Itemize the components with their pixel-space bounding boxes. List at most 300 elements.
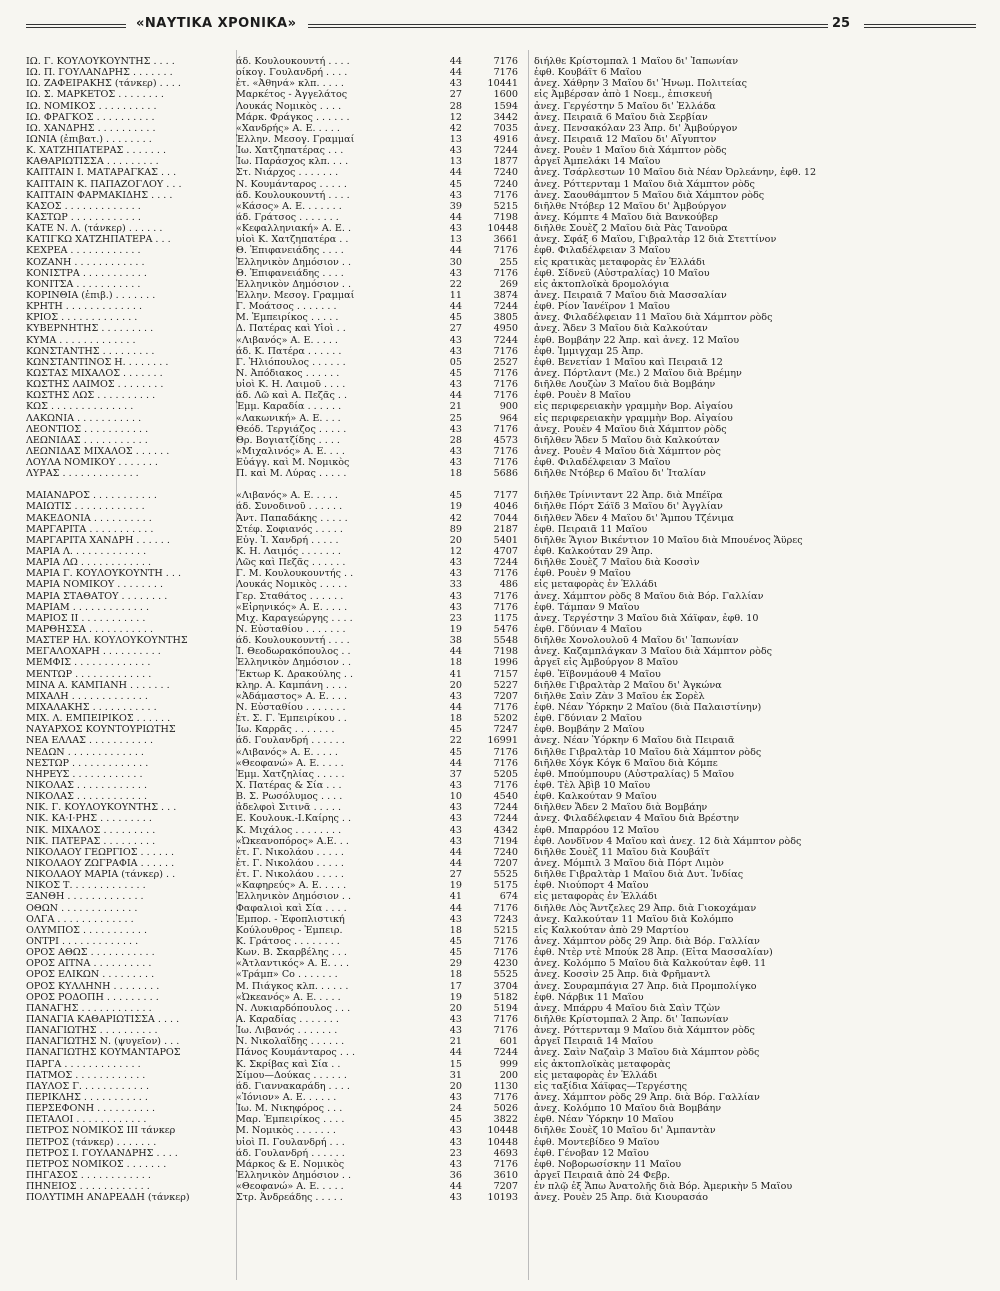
- owner-agent: υἱοὶ Κ. Η. Λαιμοῦ . . . .: [236, 379, 346, 391]
- owner-agent: Γ. Μ. Κουλουκουντής . .: [236, 568, 354, 580]
- table-row: [26, 1148, 974, 1159]
- table-row: [26, 1159, 974, 1170]
- ship-name: ΞΑΝΘΗ . . . . . . . . . . . . .: [26, 891, 144, 903]
- tonnage: 4707: [493, 546, 518, 558]
- table-row: [26, 758, 974, 769]
- table-row: [26, 1025, 974, 1036]
- voyage-status: ἀργεῖ Ἀμπελάκι 14 Μαΐου: [534, 156, 661, 168]
- table-row: [26, 724, 974, 735]
- owner-agent: Κ. Γράτσος . . . . . . . .: [236, 935, 340, 947]
- owner-agent: Μαρ. Ἐμπειρίκος . . . .: [236, 1114, 345, 1126]
- voyage-status: ἐφθ. Ρουὲν 8 Μαΐου: [534, 390, 631, 402]
- registry-code: 11: [449, 289, 462, 301]
- registry-code: 43: [449, 379, 462, 391]
- owner-agent: «Ἰόνιον» Α. Ε. . . . . .: [236, 1091, 337, 1103]
- owner-agent: Ἐμμ. Χατζηλίας . . . . .: [236, 768, 345, 780]
- owner-agent: Ν. Εὐσταθίου . . . . . . .: [236, 624, 346, 636]
- registry-code: 44: [449, 646, 462, 658]
- owner-agent: Ἀντ. Παπαδάκης . . . . .: [236, 512, 348, 524]
- ship-name: ΜΑΡΘΗΣΣΑ . . . . . . . . . . .: [26, 624, 154, 636]
- header-rule-right: [864, 24, 976, 28]
- owner-agent: Ἑλληνικὸν Δημόσιον . .: [236, 278, 352, 290]
- registry-code: 44: [449, 211, 462, 223]
- voyage-status: ἀνεχ. Κοσσὶν 25 Ἀπρ. διὰ Φρῆμαντλ: [534, 969, 711, 981]
- tonnage: 16991: [487, 735, 518, 747]
- tonnage: 10441: [487, 78, 518, 90]
- registry-code: 43: [449, 601, 462, 613]
- ship-name: ΙΩ. ΖΑΦΕΙΡΑΚΗΣ (τάνκερ) . . . .: [26, 78, 181, 90]
- registry-code: 13: [449, 234, 462, 246]
- table-row: [26, 145, 974, 156]
- owner-agent: Ν. Ἀπόδιακος . . . . . .: [236, 367, 340, 379]
- registry-code: 33: [449, 579, 462, 591]
- owner-agent: Α. Καραδίας . . . . . . .: [236, 1013, 339, 1025]
- ship-name: ΚΡΙΟΣ . . . . . . . . . . . . .: [26, 312, 138, 324]
- tonnage: 1130: [493, 1080, 518, 1092]
- voyage-status: ἀνεχ. Κολόμπο 5 Μαΐου διὰ Καλκούταν ἐφθ. 11: [534, 958, 767, 970]
- voyage-status: ἐφθ. Ρουὲν 9 Μαΐου: [534, 568, 631, 580]
- header-rule-left: [26, 24, 126, 28]
- ship-name: ΚΑΤΕ Ν. Λ. (τάνκερ) . . . . . .: [26, 223, 163, 235]
- voyage-status: διῆλθε Ντόβερ 12 Μαΐου δι' Ἀμβούργον: [534, 200, 727, 212]
- registry-code: 28: [449, 434, 462, 446]
- registry-code: 44: [449, 857, 462, 869]
- tonnage: 2527: [493, 356, 518, 368]
- ship-name: ΜΙΧ. Λ. ΕΜΠΕΙΡΙΚΟΣ . . . . . .: [26, 713, 171, 725]
- ship-name: ΝΙΚΟΣ Τ. . . . . . . . . . . . .: [26, 880, 146, 892]
- voyage-status: διῆλθε Χονολουλοῦ 4 Μαΐου δι' Ἰαπωνίαν: [534, 635, 739, 647]
- owner-agent: Γ. Μοάτσος . . . . . . .: [236, 301, 337, 313]
- owner-agent: Μαρκέτος - Ἀγγελάτος: [236, 89, 348, 101]
- ship-name: ΚΡΗΤΗ . . . . . . . . . . . . .: [26, 301, 143, 313]
- registry-code: 43: [449, 1192, 462, 1204]
- table-row: [26, 635, 974, 646]
- registry-code: 43: [449, 824, 462, 836]
- registry-code: 12: [449, 546, 462, 558]
- voyage-status: ἀνεχ. Κολόμπο 10 Μαΐου διὰ Βομβάην: [534, 1103, 722, 1115]
- tonnage: 5525: [493, 969, 518, 981]
- ship-name: ΠΕΡΙΚΛΗΣ . . . . . . . . . . .: [26, 1091, 148, 1103]
- owner-agent: Ἐμπορ. - Ἐφοπλιστική: [236, 913, 345, 925]
- registry-code: 43: [449, 267, 462, 279]
- registry-code: 43: [449, 223, 462, 235]
- tonnage: 7240: [493, 846, 518, 858]
- tonnage: 5401: [493, 534, 518, 546]
- tonnage: 2187: [493, 523, 518, 535]
- voyage-status: ἀνεχ. Πενσακόλαν 23 Ἀπρ. δι' Ἀμβούργον: [534, 122, 738, 134]
- tonnage: 900: [499, 401, 518, 413]
- voyage-status: διῆλθε Σαὶν Ζὰν 3 Μαΐου ἐκ Σορὲλ: [534, 690, 705, 702]
- tonnage: 5686: [493, 468, 518, 480]
- table-row: [26, 1125, 974, 1136]
- table-row: [26, 780, 974, 791]
- owner-agent: ἐτ. Γ. Νικολάου . . . . .: [236, 869, 344, 881]
- voyage-status: ἐφθ. Πειραιᾶ 11 Μαΐου: [534, 523, 648, 535]
- ship-name: ΟΡΟΣ ΚΥΛΛΗΝΗ . . . . . . . .: [26, 980, 160, 992]
- registry-code: 45: [449, 1114, 462, 1126]
- owner-agent: Κούλουθρος - Ἐμπειρ.: [236, 924, 343, 936]
- tonnage: 7176: [493, 245, 518, 257]
- table-row: [26, 602, 974, 613]
- owner-agent: άδ. Γιαννακαράδη . . . .: [236, 1080, 350, 1092]
- tonnage: 5175: [493, 880, 518, 892]
- tonnage: 3661: [493, 234, 518, 246]
- table-row: [26, 257, 974, 268]
- tonnage: 7176: [493, 746, 518, 758]
- owner-agent: Μ. Νομικὸς . . . . . . .: [236, 1125, 336, 1137]
- ship-name: ΜΑΡΙΑ Λ. . . . . . . . . . . . .: [26, 546, 147, 558]
- table-row: [26, 1092, 974, 1103]
- table-row: [26, 947, 974, 958]
- ship-name: ΙΩ. ΝΟΜΙΚΟΣ . . . . . . . . . .: [26, 100, 157, 112]
- registry-code: 30: [449, 256, 462, 268]
- voyage-status: ἀνεχ. Πόρτλαντ (Με.) 2 Μαΐου διὰ Βρέμην: [534, 367, 742, 379]
- voyage-status: ἀνεχ. Ρουὲν 1 Μαΐου διὰ Χάμπτον ρὸδς: [534, 145, 727, 157]
- table-row: [26, 223, 974, 234]
- registry-code: 42: [449, 512, 462, 524]
- tonnage: 1996: [493, 657, 518, 669]
- registry-code: 43: [449, 813, 462, 825]
- owner-agent: Ἕκτωρ Κ. Δρακούλης . .: [236, 668, 354, 680]
- table-row: [26, 268, 974, 279]
- voyage-status: ἐφθ. Καλκούταν 29 Ἀπρ.: [534, 546, 653, 558]
- registry-code: 44: [449, 301, 462, 313]
- owner-agent: Θ. Ἐπιφανειάδης . . . .: [236, 245, 344, 257]
- table-row: [26, 791, 974, 802]
- owner-agent: ἐτ. Γ. Νικολάου . . . . .: [236, 846, 344, 858]
- table-row: [26, 1192, 974, 1203]
- table-row: [26, 290, 974, 301]
- registry-code: 18: [449, 468, 462, 480]
- tonnage: 3874: [493, 289, 518, 301]
- table-row: [26, 167, 974, 178]
- tonnage: 4693: [493, 1147, 518, 1159]
- ship-name: Κ. ΧΑΤΖΗΠΑΤΕΡΑΣ . . . . . . .: [26, 145, 167, 157]
- tonnage: 7198: [493, 211, 518, 223]
- ship-name: ΛΕΩΝΙΔΑΣ ΜΙΧΑΛΟΣ . . . . . .: [26, 445, 170, 457]
- ship-name: ΝΙΚΟΛΑΟΥ ΖΩΓΡΑΦΙΑ . . . . . .: [26, 857, 175, 869]
- table-row: [26, 468, 974, 479]
- table-row: [26, 613, 974, 624]
- voyage-status: εἰς ἀκτοπλοϊκὰ δρομολόγια: [534, 278, 670, 290]
- tonnage: 3805: [493, 312, 518, 324]
- voyage-status: ἀνεχ. Ρουὲν 25 Ἀπρ. διὰ Κιουρασάο: [534, 1192, 709, 1204]
- tonnage: 7176: [493, 67, 518, 79]
- ship-name: ΠΑΥΛΟΣ Γ. . . . . . . . . . . .: [26, 1080, 150, 1092]
- owner-agent: άδ. Λῶ καὶ Α. Πεζᾶς . .: [236, 390, 348, 402]
- owner-agent: Γερ. Σταθάτος . . . . . .: [236, 590, 344, 602]
- owner-agent: άδ. Γράτσος . . . . . . .: [236, 211, 339, 223]
- tonnage: 10448: [487, 223, 518, 235]
- owner-agent: «Λιβανός» Α. Ε. . . . .: [236, 490, 338, 502]
- tonnage: 1877: [493, 156, 518, 168]
- ship-name: ΚΩΝΣΤΑΝΤΗΣ . . . . . . . . .: [26, 345, 155, 357]
- table-row: [26, 401, 974, 412]
- owner-agent: «Τράμπ» Co . . . . . . .: [236, 969, 338, 981]
- tonnage: 5026: [493, 1103, 518, 1115]
- ship-name: ΜΙΧΑΛΑΚΗΣ . . . . . . . . . . .: [26, 702, 157, 714]
- tonnage: 7176: [493, 1091, 518, 1103]
- ship-name: ΚΑΣΟΣ . . . . . . . . . . . . .: [26, 200, 141, 212]
- owner-agent: Ἰω. Λιβανός . . . . . . .: [236, 1025, 338, 1037]
- registry-code: 41: [449, 668, 462, 680]
- tonnage: 7176: [493, 1158, 518, 1170]
- voyage-status: ἀνεχ. Ἄδεν 3 Μαΐου διὰ Καλκούταν: [534, 323, 708, 335]
- ship-name: ΚΩΣΤΗΣ ΛΑΙΜΟΣ . . . . . . . .: [26, 379, 164, 391]
- owner-agent: Ἑλλην. Μεσογ. Γραμμαί: [236, 133, 355, 145]
- table-row: [26, 858, 974, 869]
- table-row: [26, 201, 974, 212]
- tonnage: 7176: [493, 601, 518, 613]
- tonnage: 1175: [493, 612, 518, 624]
- tonnage: 7244: [493, 301, 518, 313]
- voyage-status: εἰς Ἀμβέρσαν ἀπὸ 1 Νοεμ., ἐπισκευή: [534, 89, 712, 101]
- owner-agent: Ν. Εὐσταθίου . . . . . . .: [236, 702, 346, 714]
- tonnage: 5182: [493, 991, 518, 1003]
- registry-code: 44: [449, 56, 462, 67]
- voyage-status: ἀνεχ. Καζαμπλάγκαν 3 Μαΐου διὰ Χάμπτον ρὸδς: [534, 646, 773, 658]
- table-row: [26, 212, 974, 223]
- tonnage: 7240: [493, 167, 518, 179]
- owner-agent: άδ. Συνοδινοῦ . . . . . .: [236, 501, 343, 513]
- tonnage: 200: [499, 1069, 518, 1081]
- ship-name: ΛΕΩΝΙΔΑΣ . . . . . . . . . . .: [26, 434, 148, 446]
- registry-code: 20: [449, 679, 462, 691]
- registry-code: 43: [449, 189, 462, 201]
- voyage-status: ἀνεχ. Πειραιᾶ 6 Μαΐου διὰ Σερβίαν: [534, 111, 708, 123]
- owner-agent: «Κεφαλληνιακή» Α. Ε. .: [236, 223, 352, 235]
- ship-name: ΚΩΣΤΗΣ ΛΩΣ . . . . . . . . . .: [26, 390, 156, 402]
- registry-code: 44: [449, 902, 462, 914]
- tonnage: 5215: [493, 200, 518, 212]
- voyage-status: ἀνεχ. Πειραιᾶ 12 Μαΐου δι' Αἴγυπτον: [534, 133, 717, 145]
- registry-code: 44: [449, 1047, 462, 1059]
- tonnage: 7044: [493, 512, 518, 524]
- ship-name: ΟΡΟΣ ΕΛΙΚΩΝ . . . . . . . . .: [26, 969, 155, 981]
- registry-code: 19: [449, 624, 462, 636]
- registry-code: 21: [449, 1036, 462, 1048]
- table-row: [26, 992, 974, 1003]
- registry-code: 43: [449, 1158, 462, 1170]
- table-row: [26, 680, 974, 691]
- owner-agent: Κ. Σκρίβας καὶ Σία . .: [236, 1058, 341, 1070]
- table-row: [26, 591, 974, 602]
- owner-agent: «Χανδρής» Α. Ε. . . . .: [236, 122, 340, 134]
- tonnage: 7176: [493, 902, 518, 914]
- tonnage: 7207: [493, 1181, 518, 1193]
- voyage-status: διῆλθε Σουὲζ 10 Μαΐου δι' Ἀμπαντὰν: [534, 1125, 716, 1137]
- ship-name: ΜΑΡΙΟΣ ΙΙ . . . . . . . . . . .: [26, 612, 146, 624]
- owner-agent: Θρ. Βογιατζίδης . . . .: [236, 434, 340, 446]
- owner-agent: Κ. Η. Λαιμός . . . . . . .: [236, 546, 341, 558]
- registry-code: 43: [449, 1136, 462, 1148]
- ship-name: ΠΑΝΑΓΗΣ . . . . . . . . . . . .: [26, 1002, 152, 1014]
- ship-name: ΠΕΤΡΟΣ Ι. ΓΟΥΛΑΝΔΡΗΣ . . . .: [26, 1147, 178, 1159]
- registry-code: 28: [449, 100, 462, 112]
- registry-code: 45: [449, 178, 462, 190]
- owner-agent: Εὐάγγ. καὶ Μ. Νομικὸς: [236, 457, 350, 469]
- owner-agent: Στ. Νιάρχος . . . . . . .: [236, 167, 339, 179]
- owner-agent: Ἐμμ. Καραδία . . . . . .: [236, 401, 342, 413]
- ship-name: ΚΩΣΤΑΣ ΜΙΧΑΛΟΣ . . . . . . .: [26, 367, 163, 379]
- voyage-status: εἰς μεταφορὰς ἐν Ἑλλάδι: [534, 579, 658, 591]
- registry-code: 43: [449, 780, 462, 791]
- tonnage: 5215: [493, 924, 518, 936]
- registry-code: 45: [449, 490, 462, 502]
- registry-code: 24: [449, 1103, 462, 1115]
- table-row: [26, 903, 974, 914]
- table-row: [26, 379, 974, 390]
- owner-agent: Λῶς καὶ Πεζᾶς . . . . . .: [236, 557, 346, 569]
- tonnage: 964: [499, 412, 518, 424]
- ship-name: ΚΟΝΙΤΣΑ . . . . . . . . . . .: [26, 278, 141, 290]
- voyage-status: διῆλθεν Ἄδεν 2 Μαΐου διὰ Βομβάην: [534, 802, 708, 814]
- ship-name: ΠΑΝΑΓΙΑ ΚΑΘΑΡΙΩΤΙΣΣΑ . . . .: [26, 1013, 180, 1025]
- ship-name: ΛΥΡΑΣ . . . . . . . . . . . . .: [26, 468, 139, 480]
- ship-name: ΜΑΡΓΑΡΙΤΑ . . . . . . . . . . .: [26, 523, 154, 535]
- registry-code: 43: [449, 334, 462, 346]
- tonnage: 7176: [493, 457, 518, 469]
- voyage-status: διῆλθε Σουὲζ 2 Μαΐου διὰ Ρὰς Τανοῦρα: [534, 223, 728, 235]
- table-row: [26, 1047, 974, 1058]
- ship-name: ΜΑΡΓΑΡΙΤΑ ΧΑΝΔΡΗ . . . . . .: [26, 534, 170, 546]
- voyage-status: διῆλθε Ντόβερ 6 Μαΐου δι' Ἰταλίαν: [534, 468, 706, 480]
- ship-name: ΜΙΧΑΛΗ . . . . . . . . . . . . .: [26, 690, 148, 702]
- registry-code: 44: [449, 67, 462, 79]
- tonnage: 7176: [493, 379, 518, 391]
- registry-code: 45: [449, 746, 462, 758]
- ship-name: ΝΗΡΕΥΣ . . . . . . . . . . . .: [26, 768, 143, 780]
- owner-agent: οίκογ. Γουλανδρή . . . .: [236, 67, 348, 79]
- voyage-status: διήλθε Κρίστομπαλ 1 Μαΐου δι' Ἰαπωνίαν: [534, 56, 739, 67]
- owner-agent: «Θεοφανώ» Α. Ε. . . . .: [236, 757, 344, 769]
- owner-agent: άδ. Γουλανδρή . . . . . .: [236, 735, 345, 747]
- owner-agent: Ἑλλην. Μεσογ. Γραμμαί: [236, 289, 355, 301]
- table-row: [26, 446, 974, 457]
- ship-name: ΚΟΖΑΝΗ . . . . . . . . . . . .: [26, 256, 145, 268]
- table-row: [26, 546, 974, 557]
- ship-name: ΙΩ. Γ. ΚΟΥΛΟΥΚΟΥΝΤΗΣ . . . .: [26, 56, 175, 67]
- voyage-status: διῆλθε Σουὲζ 7 Μαΐου διὰ Κοσσὶν: [534, 557, 700, 569]
- registry-code: 43: [449, 835, 462, 847]
- table-row: [26, 825, 974, 836]
- voyage-status: ἐφθ. Σίδνεϋ (Αὐστραλίας) 10 Μαΐου: [534, 267, 710, 279]
- registry-code: 89: [449, 523, 462, 535]
- voyage-status: ἐφθ. Ρίον Ἰανέϊρον 1 Μαΐου: [534, 301, 670, 313]
- header-rule-middle: [308, 24, 828, 28]
- ship-name: ΟΝΤΡΙ . . . . . . . . . . . . .: [26, 935, 139, 947]
- registry-code: 19: [449, 501, 462, 513]
- owner-agent: «Θεοφανώ» Α. Ε. . . . .: [236, 1181, 344, 1193]
- voyage-status: ἐφθ. Βομβάην 22 Ἀπρ. καὶ ἀνεχ. 12 Μαΐου: [534, 334, 740, 346]
- table-row: [26, 524, 974, 535]
- registry-code: 31: [449, 1069, 462, 1081]
- voyage-status: ἐφθ. Μπούμπουρυ (Αὐστραλίας) 5 Μαΐου: [534, 768, 734, 780]
- tonnage: 4573: [493, 434, 518, 446]
- tonnage: 7176: [493, 445, 518, 457]
- table-row: [26, 357, 974, 368]
- voyage-status: διῆλθε Τρίνινταντ 22 Ἀπρ. διὰ Μπέϊρα: [534, 490, 723, 502]
- table-row: [26, 981, 974, 992]
- registry-code: 18: [449, 657, 462, 669]
- voyage-status: ἀνεχ. Σαὶν Ναζαὶρ 3 Μαΐου διὰ Χάμπτον ρὸδς: [534, 1047, 760, 1059]
- owner-agent: Ν. Λυκιαρδόπουλος . . .: [236, 1002, 351, 1014]
- table-row: [26, 134, 974, 145]
- voyage-status: ἐφθ. Τάμπαν 9 Μαΐου: [534, 601, 640, 613]
- registry-code: 42: [449, 122, 462, 134]
- tonnage: 7198: [493, 646, 518, 658]
- table-row: [26, 78, 974, 89]
- tonnage: 10448: [487, 1136, 518, 1148]
- voyage-status: ἀνεχ. Νέαν Ὑόρκην 6 Μαΐου διὰ Πειραιᾶ: [534, 735, 735, 747]
- table-row: [26, 435, 974, 446]
- table-row: [26, 179, 974, 190]
- table-row: [26, 424, 974, 435]
- ship-name: ΜΑΡΙΑΜ . . . . . . . . . . . . .: [26, 601, 150, 613]
- registry-code: 22: [449, 735, 462, 747]
- ship-name: ΚΑΠΤΑΙΝ Κ. ΠΑΠΑΖΟΓΛΟΥ . . .: [26, 178, 182, 190]
- table-row: [26, 735, 974, 746]
- table-row: [26, 89, 974, 100]
- registry-code: 23: [449, 1147, 462, 1159]
- voyage-status: διῆλθε Χόγκ Κόγκ 6 Μαΐου διὰ Κόμπε: [534, 757, 718, 769]
- ship-name: ΝΕΑ ΕΛΛΑΣ . . . . . . . . . . .: [26, 735, 154, 747]
- owner-agent: άδ. Γουλανδρή . . . . . .: [236, 1147, 345, 1159]
- registry-code: 43: [449, 78, 462, 90]
- registry-code: 22: [449, 278, 462, 290]
- registry-code: 43: [449, 802, 462, 814]
- voyage-status: εἰς μεταφορὰς ἐν Ἑλλάδι: [534, 891, 658, 903]
- owner-agent: Μ. Πιάγκος κλπ. . . . . .: [236, 980, 349, 992]
- tonnage: 7176: [493, 267, 518, 279]
- voyage-status: ἀνεχ. Φιλαδέλφειαν 11 Μαΐου διὰ Χάμπτον ρὸδς: [534, 312, 773, 324]
- table-row: [26, 56, 974, 67]
- tonnage: 3822: [493, 1114, 518, 1126]
- ship-name: ΙΩ. ΧΑΝΔΡΗΣ . . . . . . . . . .: [26, 122, 156, 134]
- registry-code: 13: [449, 156, 462, 168]
- table-row: [26, 1059, 974, 1070]
- owner-agent: Ν. Νικολαΐδης . . . . . .: [236, 1036, 345, 1048]
- voyage-status: ἐφθ. Κουβάϊτ 6 Μαΐου: [534, 67, 642, 79]
- owner-agent: Ἰω. Μ. Νικηφόρος . . .: [236, 1103, 343, 1115]
- voyage-status: διῆλθε Πόρτ Σάϊδ 3 Μαΐου δι' Ἀγγλίαν: [534, 501, 723, 513]
- owner-agent: Χ. Πατέρας & Σία . . .: [236, 780, 342, 791]
- voyage-status: ἀνεχ. Ρουὲν 4 Μαΐου διὰ Χάμπτον ρὸς: [534, 445, 721, 457]
- registry-code: 43: [449, 423, 462, 435]
- registry-code: 21: [449, 401, 462, 413]
- owner-agent: «Ὠκεανός» Α. Ε. . . . .: [236, 991, 341, 1003]
- voyage-status: διῆλθε Γιβραλτὰρ 10 Μαΐου διὰ Χάμπτον ρὸδς: [534, 746, 762, 758]
- table-row: [26, 413, 974, 424]
- ship-name: ΚΥΜΑ . . . . . . . . . . . . .: [26, 334, 136, 346]
- voyage-status: ἀνεχ. Σφάξ 6 Μαΐου, Γιβραλτὰρ 12 διὰ Στεττίνον: [534, 234, 777, 246]
- tonnage: 7176: [493, 1013, 518, 1025]
- registry-code: 43: [449, 1025, 462, 1037]
- ship-name: ΠΗΓΑΣΟΣ . . . . . . . . . . . .: [26, 1169, 151, 1181]
- voyage-status: ἀνεχ. Πειραιᾶ 7 Μαΐου διὰ Μασσαλίαν: [534, 289, 727, 301]
- tonnage: 10448: [487, 1125, 518, 1137]
- registry-code: 43: [449, 590, 462, 602]
- voyage-status: ἀνεχ. Χάθρην 3 Μαΐου δι' Ἡνωμ. Πολιτείας: [534, 78, 748, 90]
- tonnage: 7243: [493, 913, 518, 925]
- owner-agent: Μ. Ἐμπειρίκος . . . . .: [236, 312, 339, 324]
- tonnage: 7244: [493, 557, 518, 569]
- voyage-status: ἀνεχ. Ρόττερνταμ 1 Μαΐου διὰ Χάμπτον ρὸδς: [534, 178, 755, 190]
- tonnage: 255: [499, 256, 518, 268]
- registry-code: 45: [449, 367, 462, 379]
- voyage-status: ἐφθ. Λονδῖνον 4 Μαΐου καὶ ἀνεχ. 12 διὰ Χάμπτον ρὸδς: [534, 835, 802, 847]
- voyage-status: ἀνεχ. Μπάρρυ 4 Μαΐου διὰ Σαὶν Τζὼν: [534, 1002, 721, 1014]
